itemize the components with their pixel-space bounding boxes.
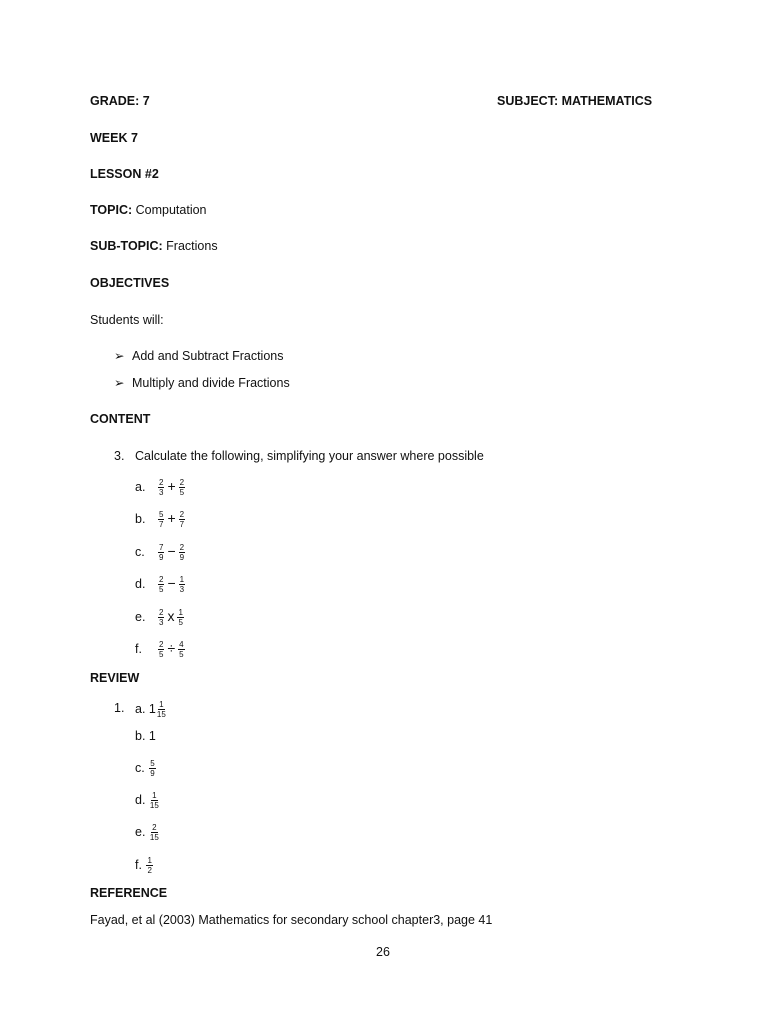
objectives-heading: OBJECTIVES bbox=[90, 276, 170, 290]
review-item: c. $\frac{5}{9}$ bbox=[135, 759, 155, 778]
page-number: 26 bbox=[376, 945, 390, 959]
review-item: f. $\frac{1}{2}$ bbox=[135, 856, 152, 875]
content-item: a. $\frac{2}{3}$ + $\frac{2}{5}$ bbox=[135, 478, 185, 498]
reference-heading: REFERENCE bbox=[90, 886, 168, 900]
review-item: d. $\frac{1}{15}$ bbox=[135, 791, 159, 810]
question-instruction: 3. Calculate the following, simplifying your answer where possible bbox=[114, 449, 484, 463]
fraction: $\frac{2}{3}$ bbox=[159, 608, 164, 628]
fraction: $\frac{7}{9}$ bbox=[159, 543, 164, 563]
fraction: $\frac{2}{15}$ bbox=[149, 823, 159, 842]
content-item: d. $\frac{2}{5}$ − $\frac{1}{3}$ bbox=[135, 575, 185, 595]
arrow-bullet-icon: ➢ bbox=[114, 349, 125, 363]
fraction: $\frac{1}{3}$ bbox=[179, 575, 185, 595]
grade: GRADE: 7 bbox=[90, 94, 150, 108]
fraction: $\frac{1}{2}$ bbox=[147, 856, 152, 875]
sub-topic: SUB-TOPIC: Fractions bbox=[90, 239, 218, 253]
objectives-intro: Students will: bbox=[90, 313, 164, 327]
fraction: $\frac{4}{5}$ bbox=[179, 640, 184, 660]
review-number: 1. bbox=[114, 701, 125, 715]
content-item: c. $\frac{7}{9}$ − $\frac{2}{9}$ bbox=[135, 543, 185, 563]
objective-item: ➢ Add and Subtract Fractions bbox=[114, 349, 284, 363]
review-heading: REVIEW bbox=[90, 671, 140, 685]
fraction: $\frac{1}{5}$ bbox=[178, 608, 183, 628]
subject: SUBJECT: MATHEMATICS bbox=[497, 94, 653, 108]
fraction: $\frac{2}{3}$ bbox=[159, 478, 164, 498]
review-item: a. 1 $\frac{1}{15}$ bbox=[135, 700, 166, 719]
fraction: $\frac{2}{5}$ bbox=[159, 640, 164, 660]
arrow-bullet-icon: ➢ bbox=[114, 376, 125, 390]
objective-item: ➢ Multiply and divide Fractions bbox=[114, 376, 290, 390]
review-item: b. 1 bbox=[135, 729, 156, 743]
week: WEEK 7 bbox=[90, 131, 138, 145]
fraction: $\frac{1}{15}$ bbox=[149, 791, 159, 810]
fraction: $\frac{5}{7}$ bbox=[159, 510, 164, 530]
lesson: LESSON #2 bbox=[90, 167, 159, 181]
content-item: b. $\frac{5}{7}$ + $\frac{2}{7}$ bbox=[135, 510, 185, 530]
content-heading: CONTENT bbox=[90, 412, 151, 426]
fraction: $\frac{2}{9}$ bbox=[179, 543, 185, 563]
reference-text: Fayad, et al (2003) Mathematics for secondary school chapter3, page 41 bbox=[90, 913, 493, 927]
content-item: e. $\frac{2}{3}$ x $\frac{1}{5}$ bbox=[135, 608, 183, 628]
topic: TOPIC: Computation bbox=[90, 203, 207, 217]
content-item: f. $\frac{2}{5}$ ÷ $\frac{4}{5}$ bbox=[135, 640, 184, 660]
fraction: $\frac{2}{5}$ bbox=[159, 575, 164, 595]
fraction: $\frac{1}{15}$ bbox=[156, 700, 166, 719]
fraction: $\frac{2}{5}$ bbox=[179, 478, 185, 498]
review-item: e. $\frac{2}{15}$ bbox=[135, 823, 159, 842]
fraction: $\frac{5}{9}$ bbox=[150, 759, 155, 778]
fraction: $\frac{2}{7}$ bbox=[179, 510, 185, 530]
